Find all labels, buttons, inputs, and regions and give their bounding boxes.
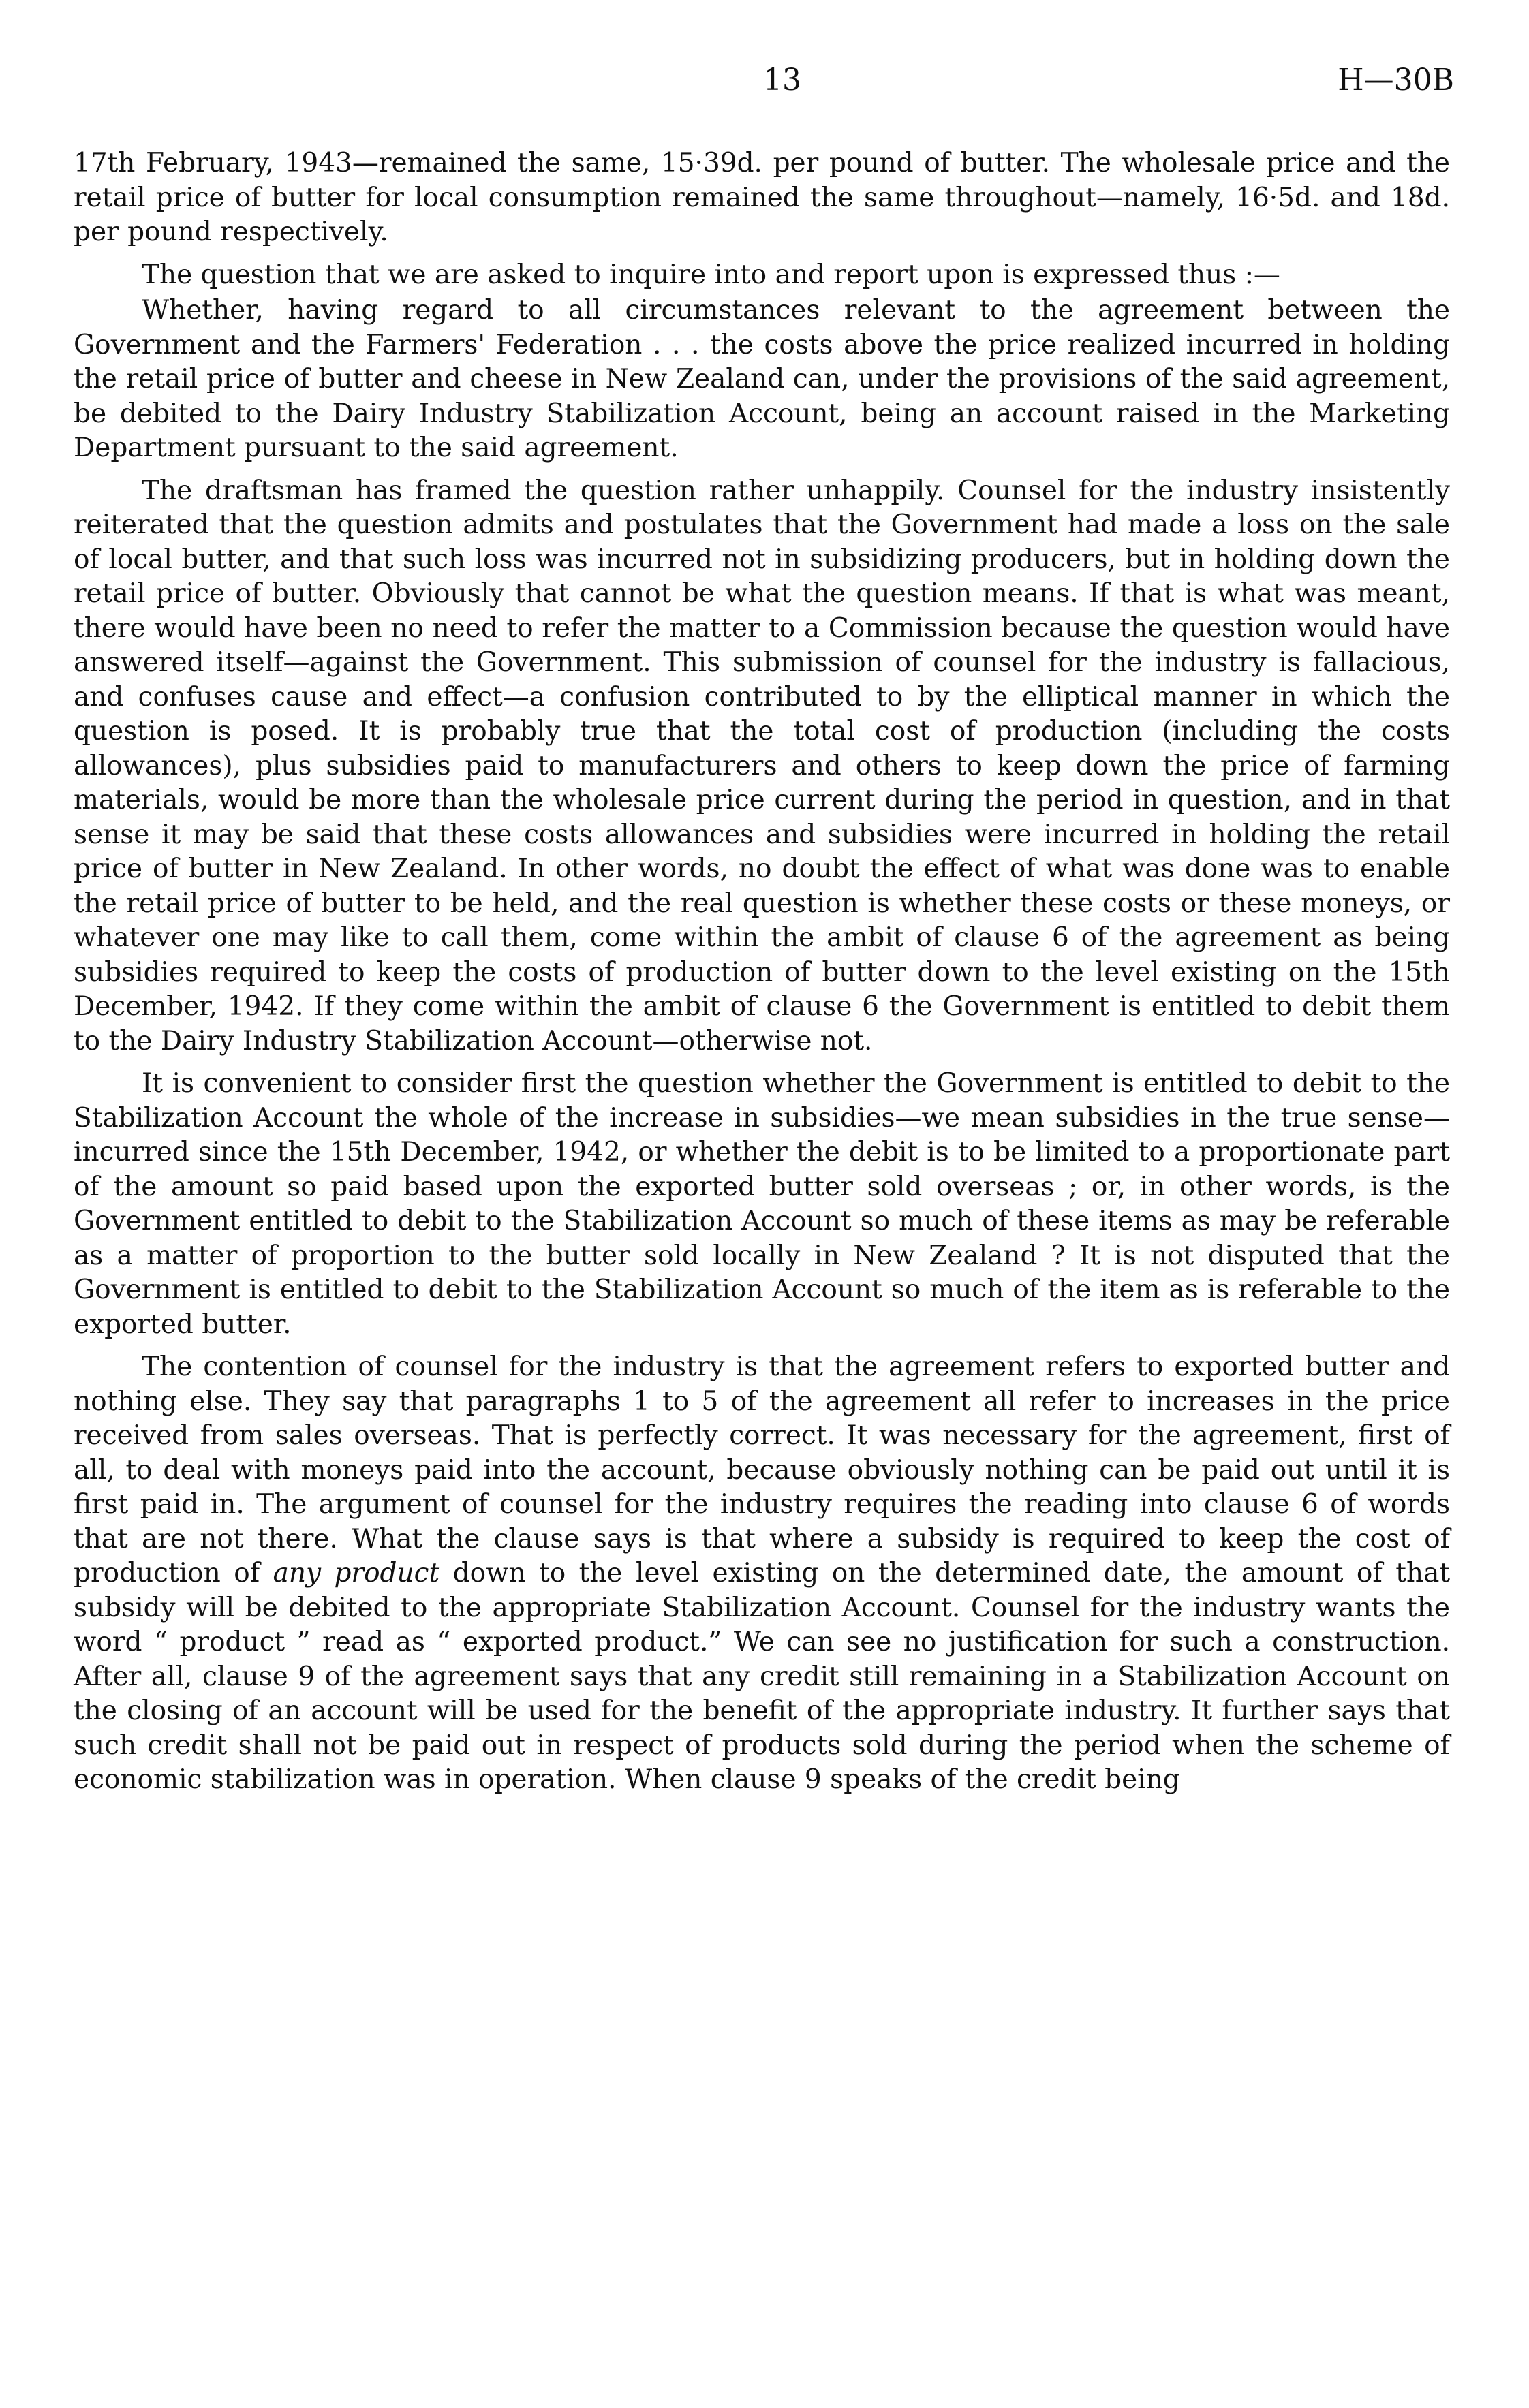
paragraph-question-intro: The question that we are asked to inquire into and report upon is expressed thus :—: [142, 259, 1280, 290]
paragraph-contention: [74, 1350, 1450, 1798]
page-number: 13: [763, 63, 801, 97]
document-code: H—30B: [1338, 63, 1454, 97]
contention-emphasis: any product: [273, 1558, 440, 1589]
contention-text-a: The contention of counsel for the industry is that the agreement refers to exported butter and nothing else. They say that paragraphs 1 to 5 of the agreement all refer to increases in the price received from sales overseas. That is perfectly correct. It was necessary for the agreement, first of all, to deal with moneys paid into the account, because obviously nothing can be paid out until it is first paid in. The argument of counsel for the industry requires the reading into clause 6 of words that are not there. What the clause says is that where a subsidy is required to keep the cost of production of: [74, 1351, 1450, 1589]
body-text: [74, 146, 1450, 1798]
paragraph-convenient: It is convenient to consider first the question whether the Government is entitled to debit to the Stabilization Account the whole of the increase in subsidies—we mean subsidies in the true sense—incurred since the 15th December, 1942, or whether the debit is to be limited to a proportionate part of the amount so paid based upon the exported butter sold overseas ; or, in other words, is the Government entitled to debit to the Stabilization Account so much of these items as may be referable as a matter of proportion to the butter sold locally in New Zealand ? It is not disputed that the Government is entitled to debit to the Stabilization Account so much of the item as is referable to the exported butter.: [74, 1068, 1450, 1340]
paragraph-continuation: 17th February, 1943—remained the same, 15·39d. per pound of butter. The wholesale price and the retail price of butter for local consumption remained the same throughout—namely, 16·5d. and 18d. per pound respectively.: [74, 148, 1450, 247]
page-header: [75, 63, 1454, 110]
paragraph-draftsman: The draftsman has framed the question rather unhappily. Counsel for the industry insistently reiterated that the question admits and postulates that the Government had made a loss on the sale of local butter, and that such loss was incurred not in subsidizing producers, but in holding down the retail price of butter. Obviously that cannot be what the question means. If that is what was meant, there would have been no need to refer the matter to a Commission because the question would have answered itself—against the Government. This submission of counsel for the industry is fallacious, and confuses cause and effect—a confusion contributed to by the elliptical manner in which the question is posed. It is probably true that the total cost of production (including the costs allowances), plus subsidies paid to manufacturers and others to keep down the price of farming materials, would be more than the wholesale price current during the period in question, and in that sense it may be said that these costs allowances and subsidies were incurred in holding the retail price of butter in New Zealand. In other words, no doubt the effect of what was done was to enable the retail price of butter to be held, and the real question is whether these costs or these moneys, or whatever one may like to call them, come within the ambit of clause 6 of the agreement as being subsidies required to keep the costs of production of butter down to the level existing on the 15th December, 1942. If they come within the ambit of clause 6 the Government is entitled to debit them to the Dairy Industry Stabilization Account—otherwise not.: [74, 475, 1450, 1057]
block-quote: [74, 294, 1450, 466]
contention-text-b: down to the level existing on the determined date, the amount of that subsidy will be debited to the appropriate Stabilization Account. Counsel for the industry wants the word “ product ” read as “ exported product.” We can see no justification for such a construction. After all, clause 9 of the agreement says that any credit still remaining in a Stabilization Account on the closing of an account will be used for the benefit of the appropriate industry. It further says that such credit shall not be paid out in respect of products sold during the period when the scheme of economic stabilization was in operation. When clause 9 speaks of the credit being: [74, 1558, 1450, 1795]
quoted-question: Whether, having regard to all circumstances relevant to the agreement between the Government and the Farmers' Federation . . . the costs above the price realized incurred in holding the retail price of butter and cheese in New Zealand can, under the provisions of the said agreement, be debited to the Dairy Industry Stabilization Account, being an account raised in the Marketing Department pursuant to the said agreement.: [74, 295, 1450, 463]
